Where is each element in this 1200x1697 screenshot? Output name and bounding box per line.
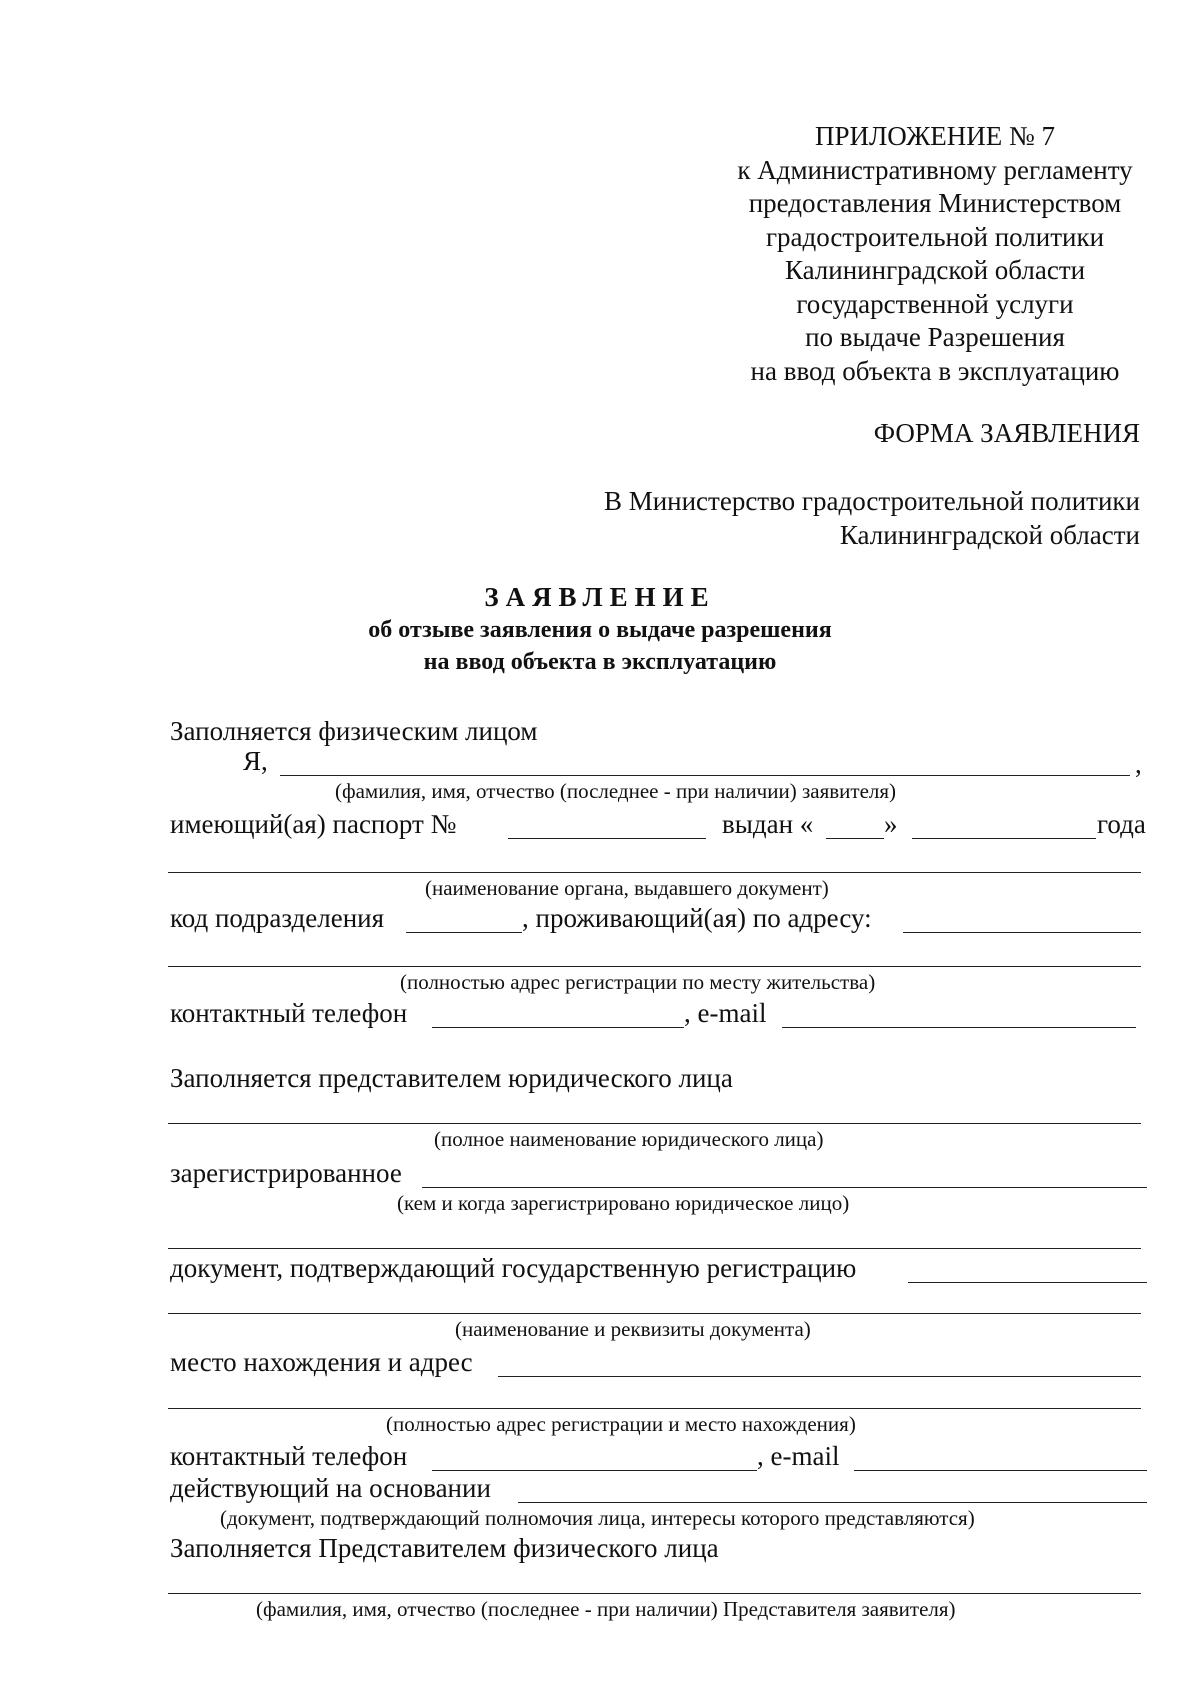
appendix-header bbox=[690, 120, 1180, 388]
legal-heading: Заполняется представителем юридического лица bbox=[170, 1063, 733, 1093]
basis-field[interactable] bbox=[518, 1502, 1147, 1503]
registered-field-2[interactable] bbox=[168, 1248, 1141, 1249]
living-label: , проживающий(ая) по адресу: bbox=[522, 903, 872, 933]
location-label: место нахождения и адрес bbox=[170, 1347, 473, 1377]
title-main: ЗАЯВЛЕНИЕ bbox=[484, 582, 716, 612]
basis-hint: (документ, подтверждающий полномочия лица, интересы которого представляются) bbox=[220, 1506, 975, 1530]
reg-doc-label: документ, подтверждающий государственную регистрацию bbox=[170, 1253, 857, 1283]
appendix-title: ПРИЛОЖЕНИЕ № 7 bbox=[814, 121, 1056, 151]
phone-field[interactable] bbox=[432, 1027, 684, 1028]
representative-fio-field[interactable] bbox=[168, 1593, 1141, 1594]
legal-name-hint: (полное наименование юридического лица) bbox=[434, 1127, 824, 1151]
title-sub-1: об отзыве заявления о выдаче разрешения bbox=[368, 617, 832, 643]
passport-number-field[interactable] bbox=[508, 838, 706, 839]
fio-field[interactable] bbox=[280, 775, 1130, 776]
address-field[interactable] bbox=[903, 932, 1141, 933]
appendix-line: градостроительной политики bbox=[765, 221, 1105, 252]
representative-fio-hint: (фамилия, имя, отчество (последнее - при наличии) Представителя заявителя) bbox=[256, 1597, 956, 1621]
passport-label: имеющий(ая) паспорт № bbox=[170, 809, 457, 839]
dept-code-field[interactable] bbox=[406, 932, 522, 933]
location-field[interactable] bbox=[498, 1376, 1141, 1377]
issued-day-field[interactable] bbox=[826, 838, 884, 839]
appendix-line: государственной услуги bbox=[796, 288, 1074, 319]
comma: , bbox=[1135, 749, 1142, 779]
individual-heading: Заполняется физическим лицом bbox=[170, 716, 538, 746]
reg-doc-field-2[interactable] bbox=[168, 1313, 1141, 1314]
reg-doc-field[interactable] bbox=[908, 1282, 1147, 1283]
issued-date-field[interactable] bbox=[912, 838, 1096, 839]
appendix-line: на ввод объекта в эксплуатацию bbox=[750, 355, 1120, 386]
document-title bbox=[300, 580, 900, 678]
registered-field[interactable] bbox=[422, 1187, 1147, 1188]
year-label: года bbox=[1097, 809, 1146, 839]
quote-close: » bbox=[884, 809, 898, 839]
address-hint: (полностью адрес регистрации по месту жительства) bbox=[400, 970, 876, 994]
email-label: , e-mail bbox=[684, 998, 767, 1028]
appendix-line: по выдаче Разрешения bbox=[805, 322, 1065, 352]
dept-code-label: код подразделения bbox=[170, 903, 385, 933]
addressee-line-2: Калининградской области bbox=[839, 520, 1140, 550]
appendix-line: Калининградской области bbox=[784, 255, 1086, 285]
legal-email-field[interactable] bbox=[854, 1470, 1147, 1471]
representative-heading: Заполняется Представителем физического лица bbox=[170, 1533, 719, 1563]
address-field-2[interactable] bbox=[168, 966, 1141, 967]
email-field[interactable] bbox=[782, 1027, 1136, 1028]
location-field-2[interactable] bbox=[168, 1408, 1141, 1409]
form-label: ФОРМА ЗАЯВЛЕНИЯ bbox=[873, 418, 1140, 448]
legal-email-label: , e-mail bbox=[757, 1441, 840, 1471]
legal-phone-field[interactable] bbox=[432, 1470, 757, 1471]
title-sub-2: на ввод объекта в эксплуатацию bbox=[423, 649, 777, 675]
organ-hint: (наименование органа, выдавшего документ) bbox=[425, 876, 829, 900]
ya-label: Я, bbox=[243, 746, 268, 776]
doc-hint: (наименование и реквизиты документа) bbox=[455, 1317, 811, 1341]
appendix-line: предоставления Министерством bbox=[748, 188, 1122, 218]
addressee-line-1: В Министерство градостроительной политики bbox=[603, 486, 1140, 516]
legal-name-field[interactable] bbox=[168, 1123, 1141, 1124]
phone-label: контактный телефон bbox=[170, 998, 408, 1028]
basis-label: действующий на основании bbox=[170, 1473, 491, 1503]
legal-phone-label: контактный телефон bbox=[170, 1441, 408, 1471]
appendix-line: к Административному регламенту bbox=[737, 154, 1133, 185]
fio-hint: (фамилия, имя, отчество (последнее - при наличии) заявителя) bbox=[335, 779, 897, 803]
issued-label: выдан « bbox=[722, 809, 814, 839]
registered-label: зарегистрированное bbox=[170, 1158, 402, 1188]
registered-hint: (кем и когда зарегистрировано юридическое лицо) bbox=[397, 1191, 850, 1215]
location-hint: (полностью адрес регистрации и место нахождения) bbox=[386, 1412, 856, 1436]
issuing-organ-field[interactable] bbox=[168, 872, 1141, 873]
